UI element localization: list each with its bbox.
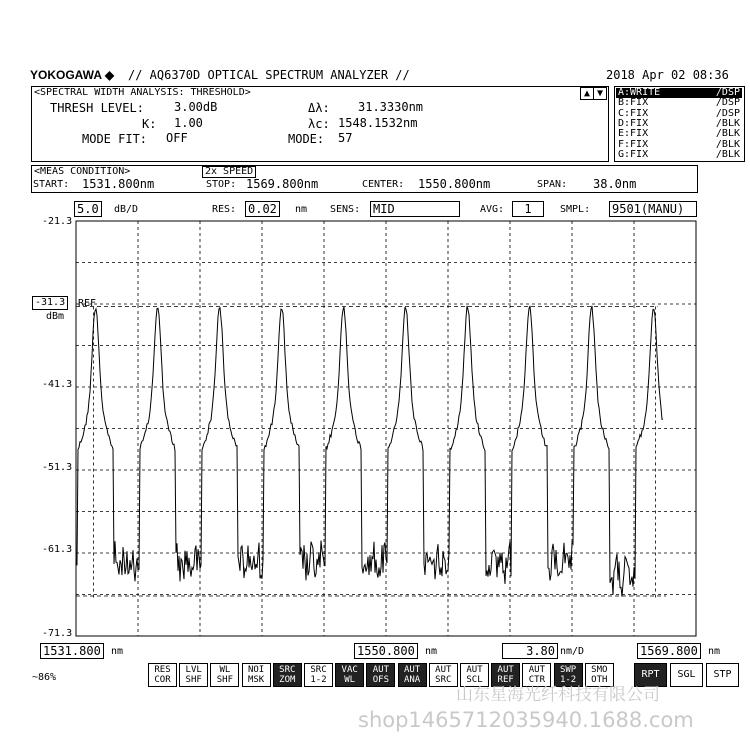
soft-button-label: 1-2 <box>559 675 577 685</box>
scroll-down-icon[interactable]: ▼ <box>593 87 607 100</box>
scale-unit: dB/D <box>114 204 139 215</box>
soft-button[interactable] <box>304 663 333 687</box>
speed-badge: 2x SPEED <box>202 166 256 178</box>
x-start-value[interactable]: 1531.800 <box>40 643 104 659</box>
thresh-label: THRESH LEVEL: <box>50 101 144 115</box>
soft-button-label: SMO <box>591 665 608 675</box>
soft-button[interactable] <box>273 663 302 687</box>
sweep-sgl-button[interactable] <box>670 663 703 687</box>
center-value: 1550.800nm <box>418 177 491 191</box>
trace-id: F:FIX <box>618 138 649 150</box>
soft-button-label: COR <box>154 675 171 685</box>
trace-id: E:FIX <box>618 128 649 140</box>
y-tick-label: -21.3 <box>42 216 73 227</box>
delta-lambda-value: 31.3330nm <box>358 100 424 114</box>
sweep-button-label: SGL <box>677 669 696 680</box>
soft-button[interactable] <box>242 663 271 687</box>
start-value: 1531.800nm <box>82 177 155 191</box>
trace-state: /BLK <box>715 148 740 160</box>
soft-button-label: ZOM <box>279 675 296 685</box>
sweep-button-label: STP <box>713 669 732 680</box>
soft-button-label: 1-2 <box>310 675 327 685</box>
k-label: K: <box>142 117 157 131</box>
soft-button-label: SWP <box>559 665 577 675</box>
brand-logo: YOKOGAWA ◆ <box>30 68 115 82</box>
lambda-center-label: λc: <box>308 117 330 131</box>
datetime: 2018 Apr 02 08:36 <box>606 68 729 82</box>
soft-button-label: NOI <box>247 665 265 675</box>
trace-state: /DSP <box>715 107 740 119</box>
trace-state: /BLK <box>715 128 740 140</box>
soft-button-label: SRC <box>435 675 452 685</box>
watermark-company: 山东星海光纤科技有限公司 <box>456 685 660 705</box>
avg-value[interactable]: 1 <box>512 201 544 217</box>
res-value[interactable]: 0.02 <box>245 201 280 217</box>
thresh-value: 3.00dB <box>174 100 218 114</box>
span-label: SPAN: <box>537 179 568 190</box>
x-center-value[interactable]: 1550.800 <box>354 643 418 659</box>
span-per-div-unit: nm/D <box>560 646 585 657</box>
soft-button-label: LVL <box>185 665 202 675</box>
start-label: START: <box>33 179 70 190</box>
delta-lambda-label: Δλ: <box>308 101 330 115</box>
x-start-unit: nm <box>111 646 124 657</box>
scroll-up-icon[interactable]: ▲ <box>580 87 594 100</box>
scale-value[interactable]: 5.0 <box>74 201 102 217</box>
soft-button[interactable] <box>335 663 364 687</box>
soft-button[interactable] <box>366 663 395 687</box>
smpl-label: SMPL: <box>560 204 591 215</box>
ref-tag: REF <box>78 298 97 309</box>
res-label: RES: <box>212 204 237 215</box>
soft-button[interactable] <box>148 663 177 687</box>
soft-button[interactable] <box>398 663 427 687</box>
trace-state: /DSP <box>715 97 740 109</box>
soft-button-label: SRC <box>279 665 296 675</box>
soft-button-label: REF <box>497 675 514 685</box>
avg-label: AVG: <box>480 204 505 215</box>
mode-label: MODE: <box>288 132 325 146</box>
soft-button-label: AUT <box>435 665 452 675</box>
analysis-title: <SPECTRAL WIDTH ANALYSIS: THRESHOLD> <box>34 87 251 98</box>
soft-button-label: SHF <box>216 675 234 685</box>
trace-state: /DSP <box>715 87 740 98</box>
ref-level-value[interactable]: -31.3 <box>32 296 68 310</box>
soft-button-label: AUT <box>466 665 483 675</box>
sweep-button-label: RPT <box>641 669 660 680</box>
mode-value: 57 <box>338 131 353 145</box>
soft-button-label: AUT <box>497 665 514 675</box>
x-center-unit: nm <box>425 646 438 657</box>
soft-button-label: VAC <box>341 665 358 675</box>
soft-button-label: SCL <box>466 675 483 685</box>
soft-button-label: OFS <box>372 675 390 685</box>
trace-state: /BLK <box>715 117 740 129</box>
soft-button-label: ANA <box>403 675 421 685</box>
trace-id: C:FIX <box>618 107 649 119</box>
y-tick-label: -61.3 <box>42 544 73 555</box>
soft-button-label: RES <box>154 665 171 675</box>
span-per-div-value[interactable]: 3.80 <box>502 643 558 659</box>
span-value: 38.0nm <box>593 177 637 191</box>
res-unit: nm <box>295 204 308 215</box>
y-tick-label: -71.3 <box>42 628 73 639</box>
k-value: 1.00 <box>174 116 203 130</box>
soft-button[interactable] <box>210 663 239 687</box>
stop-value: 1569.800nm <box>246 177 319 191</box>
soft-button-label: WL <box>219 665 231 675</box>
sens-value[interactable]: MID <box>370 201 460 217</box>
soft-button-label: OTH <box>591 675 608 685</box>
y-tick-label: -51.3 <box>42 462 73 473</box>
ref-unit: dBm <box>46 311 65 322</box>
soft-button-label: MSK <box>247 675 265 685</box>
soft-button-label: SRC <box>310 665 327 675</box>
stop-label: STOP: <box>206 179 237 190</box>
soft-button-label: WL <box>344 675 356 685</box>
soft-button-label: SHF <box>185 675 202 685</box>
trace-id: B:FIX <box>618 97 649 109</box>
soft-button-label: CTR <box>528 675 546 685</box>
soft-button-label: AUT <box>403 665 421 675</box>
smpl-value[interactable]: 9501(MANU) <box>609 201 697 217</box>
x-stop-value[interactable]: 1569.800 <box>637 643 701 659</box>
watermark-shop: shop1465712035940.1688.com <box>358 708 694 732</box>
x-stop-unit: nm <box>708 646 721 657</box>
lambda-center-value: 1548.1532nm <box>338 116 418 130</box>
trace-id: D:FIX <box>618 117 649 129</box>
mode-fit-value: OFF <box>166 131 188 145</box>
sens-label: SENS: <box>330 204 361 215</box>
meas-title: <MEAS CONDITION> <box>34 166 131 177</box>
y-tick-label: -41.3 <box>42 379 73 390</box>
soft-button[interactable] <box>179 663 208 687</box>
status-readout: ~86% <box>32 672 57 683</box>
mode-fit-label: MODE FIT: <box>82 132 148 146</box>
soft-button-label: AUT <box>372 665 390 675</box>
trace-id: G:FIX <box>618 148 649 160</box>
sweep-stp-button[interactable] <box>706 663 739 687</box>
soft-button[interactable] <box>429 663 458 687</box>
center-label: CENTER: <box>362 179 405 190</box>
window-title: // AQ6370D OPTICAL SPECTRUM ANALYZER // <box>128 68 410 82</box>
soft-button-label: AUT <box>528 665 546 675</box>
trace-state: /BLK <box>715 138 740 150</box>
trace-id: A:WRITE <box>618 87 661 98</box>
